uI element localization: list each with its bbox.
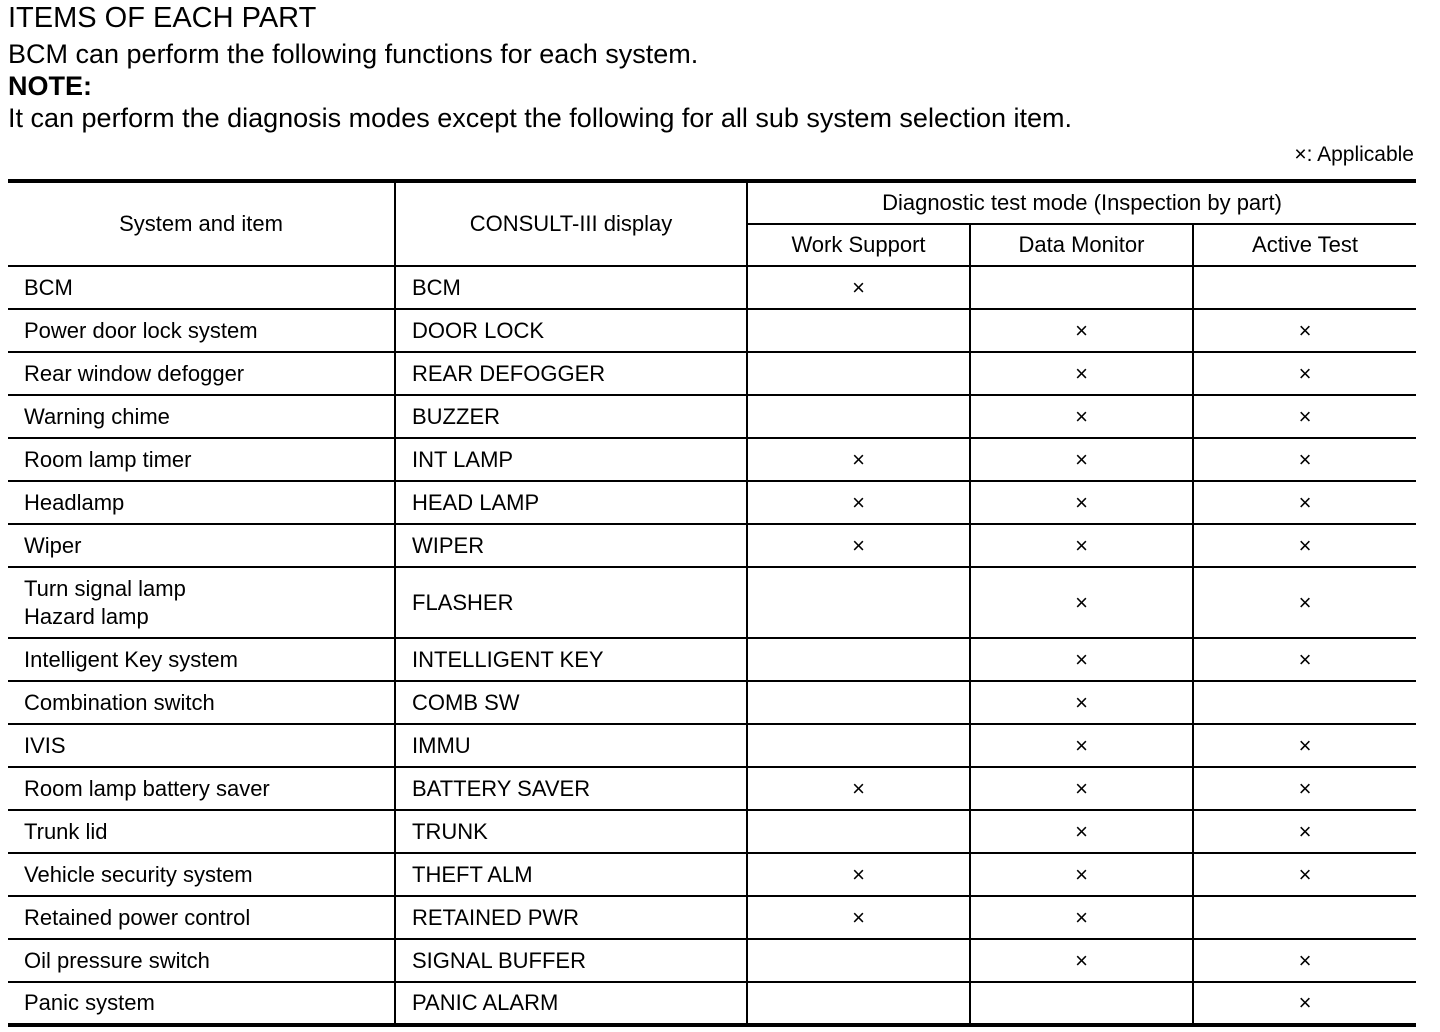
data-monitor-cell: × — [970, 681, 1193, 724]
table-row — [8, 395, 1416, 438]
active-test-cell: × — [1193, 352, 1416, 395]
data-monitor-cell: × — [970, 524, 1193, 567]
active-test-cell: × — [1193, 524, 1416, 567]
system-cell: Power door lock system — [8, 309, 395, 352]
data-monitor-cell: × — [970, 352, 1193, 395]
system-cell — [8, 567, 395, 638]
active-test-cell: × — [1193, 853, 1416, 896]
data-monitor-cell: × — [970, 638, 1193, 681]
system-cell: Wiper — [8, 524, 395, 567]
display-cell: RETAINED PWR — [395, 896, 747, 939]
table-row — [8, 896, 1416, 939]
active-test-cell: × — [1193, 724, 1416, 767]
display-cell: BATTERY SAVER — [395, 767, 747, 810]
table-row — [8, 266, 1416, 309]
active-test-cell: × — [1193, 438, 1416, 481]
active-test-cell — [1193, 896, 1416, 939]
system-cell: Trunk lid — [8, 810, 395, 853]
table-row — [8, 524, 1416, 567]
data-monitor-cell: × — [970, 724, 1193, 767]
data-monitor-cell: × — [970, 395, 1193, 438]
display-cell: COMB SW — [395, 681, 747, 724]
data-monitor-cell: × — [970, 438, 1193, 481]
page-title: ITEMS OF EACH PART — [8, 2, 317, 34]
table-row — [8, 681, 1416, 724]
system-cell: Oil pressure switch — [8, 939, 395, 982]
system-cell: Room lamp timer — [8, 438, 395, 481]
table-row — [8, 810, 1416, 853]
data-monitor-cell: × — [970, 481, 1193, 524]
system-cell: Headlamp — [8, 481, 395, 524]
active-test-cell: × — [1193, 481, 1416, 524]
data-monitor-cell: × — [970, 810, 1193, 853]
work-support-cell — [747, 309, 970, 352]
table-row — [8, 309, 1416, 352]
active-test-cell — [1193, 266, 1416, 309]
data-monitor-cell — [970, 982, 1193, 1025]
system-cell: Vehicle security system — [8, 853, 395, 896]
system-cell: Intelligent Key system — [8, 638, 395, 681]
display-cell: INT LAMP — [395, 438, 747, 481]
display-cell: TRUNK — [395, 810, 747, 853]
system-cell: Combination switch — [8, 681, 395, 724]
system-cell: Retained power control — [8, 896, 395, 939]
header-work-support: Work Support — [747, 224, 970, 266]
active-test-cell: × — [1193, 638, 1416, 681]
data-monitor-cell: × — [970, 853, 1193, 896]
display-cell: SIGNAL BUFFER — [395, 939, 747, 982]
header-system-and-item: System and item — [8, 181, 395, 266]
table-row — [8, 352, 1416, 395]
work-support-cell — [747, 939, 970, 982]
work-support-cell: × — [747, 896, 970, 939]
active-test-cell — [1193, 681, 1416, 724]
table-row — [8, 481, 1416, 524]
display-cell: REAR DEFOGGER — [395, 352, 747, 395]
system-cell: IVIS — [8, 724, 395, 767]
table-row — [8, 567, 1416, 638]
table-row — [8, 939, 1416, 982]
note-label: NOTE: — [8, 71, 92, 101]
data-monitor-cell: × — [970, 767, 1193, 810]
table-row — [8, 724, 1416, 767]
data-monitor-cell: × — [970, 309, 1193, 352]
system-cell: Warning chime — [8, 395, 395, 438]
table-body — [8, 266, 1416, 1025]
work-support-cell: × — [747, 524, 970, 567]
table-row — [8, 438, 1416, 481]
table-row — [8, 638, 1416, 681]
active-test-cell: × — [1193, 395, 1416, 438]
active-test-cell: × — [1193, 810, 1416, 853]
display-cell: DOOR LOCK — [395, 309, 747, 352]
work-support-cell — [747, 567, 970, 638]
system-line-2: Hazard lamp — [24, 603, 149, 629]
note-text: It can perform the diagnosis modes except the following for all sub system selection item. — [8, 103, 1073, 133]
work-support-cell — [747, 395, 970, 438]
active-test-cell: × — [1193, 767, 1416, 810]
work-support-cell — [747, 724, 970, 767]
active-test-cell: × — [1193, 309, 1416, 352]
header-active-test: Active Test — [1193, 224, 1416, 266]
display-cell: HEAD LAMP — [395, 481, 747, 524]
system-line-1: Turn signal lamp — [24, 575, 186, 601]
header-data-monitor: Data Monitor — [970, 224, 1193, 266]
system-cell: Rear window defogger — [8, 352, 395, 395]
data-monitor-cell — [970, 266, 1193, 309]
work-support-cell — [747, 638, 970, 681]
display-cell: PANIC ALARM — [395, 982, 747, 1025]
active-test-cell: × — [1193, 982, 1416, 1025]
header-diagnostic-test-mode: Diagnostic test mode (Inspection by part) — [747, 181, 1416, 224]
work-support-cell — [747, 810, 970, 853]
display-cell: WIPER — [395, 524, 747, 567]
display-cell: IMMU — [395, 724, 747, 767]
system-cell: Panic system — [8, 982, 395, 1025]
active-test-cell: × — [1193, 939, 1416, 982]
display-cell: THEFT ALM — [395, 853, 747, 896]
work-support-cell: × — [747, 853, 970, 896]
data-monitor-cell: × — [970, 939, 1193, 982]
display-cell: BUZZER — [395, 395, 747, 438]
system-cell: Room lamp battery saver — [8, 767, 395, 810]
system-cell: BCM — [8, 266, 395, 309]
legend: ×: Applicable — [1294, 143, 1414, 166]
display-cell: FLASHER — [395, 567, 747, 638]
table-row — [8, 853, 1416, 896]
data-monitor-cell: × — [970, 567, 1193, 638]
work-support-cell: × — [747, 767, 970, 810]
work-support-cell — [747, 982, 970, 1025]
table-row — [8, 767, 1416, 810]
work-support-cell — [747, 352, 970, 395]
display-cell: BCM — [395, 266, 747, 309]
display-cell: INTELLIGENT KEY — [395, 638, 747, 681]
work-support-cell — [747, 681, 970, 724]
header-consult-display: CONSULT-III display — [395, 181, 747, 266]
intro-text: BCM can perform the following functions for each system. — [8, 39, 699, 69]
work-support-cell: × — [747, 481, 970, 524]
work-support-cell: × — [747, 438, 970, 481]
table-row — [8, 982, 1416, 1025]
work-support-cell: × — [747, 266, 970, 309]
items-table — [8, 179, 1416, 1027]
active-test-cell: × — [1193, 567, 1416, 638]
data-monitor-cell: × — [970, 896, 1193, 939]
